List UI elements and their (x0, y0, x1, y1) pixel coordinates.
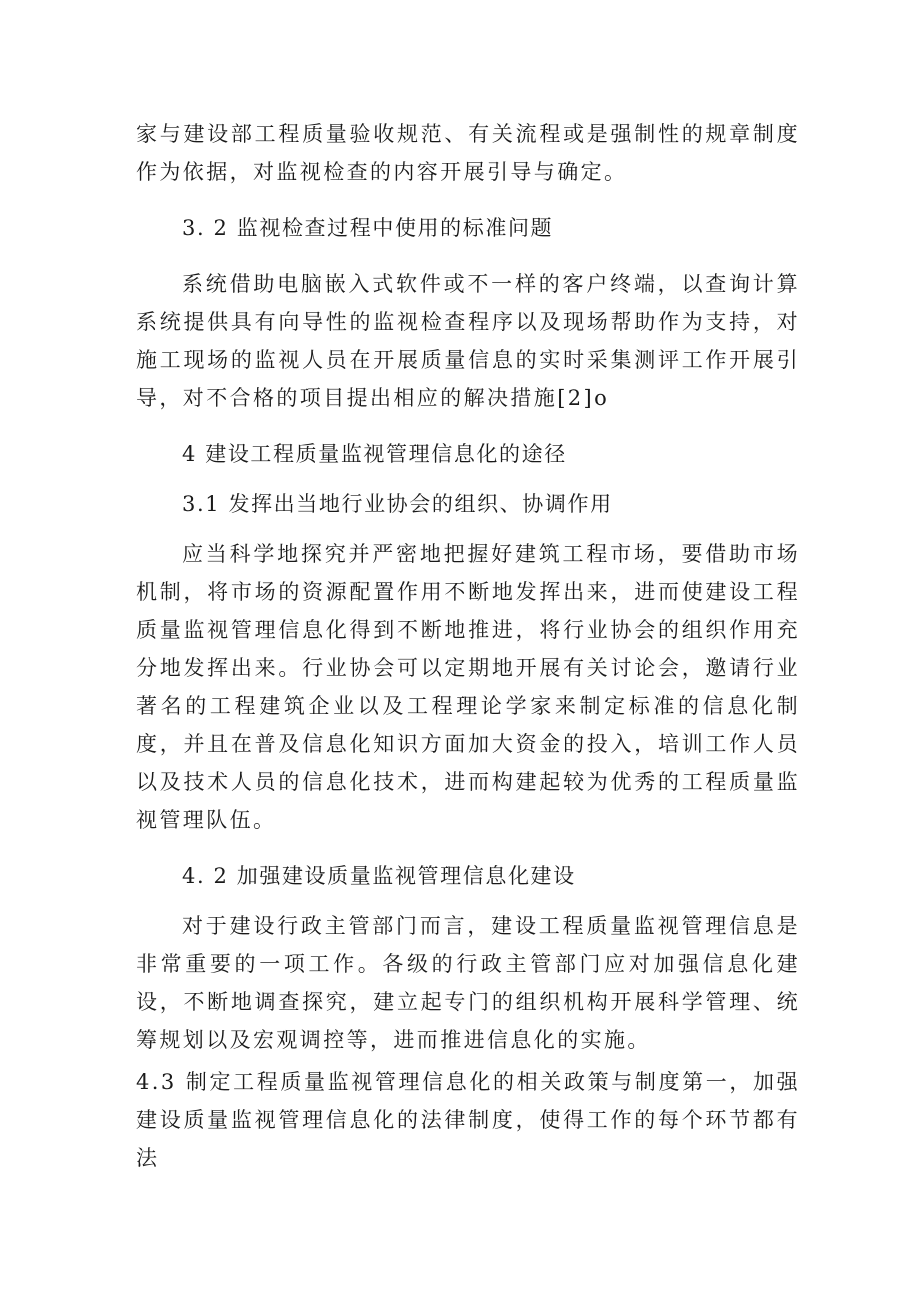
paragraph-policy-4-3: 4.3 制定工程质量监视管理信息化的相关政策与制度第一，加强建设质量监视管理信息化的法律制度，使得工作的每个环节都有法 (136, 1070, 800, 1170)
section-heading-3-2: 3. 2 监视检查过程中使用的标准问题 (182, 216, 554, 240)
paragraph-continued: 家与建设部工程质量验收规范、有关流程或是强制性的规章制度作为依据，对监视检查的内容开展引导与确定。 (136, 122, 800, 184)
paragraph-administrative-departments: 对于建设行政主管部门而言，建设工程质量监视管理信息是非常重要的一项工作。各级的行政主管部门应对加强信息化建设，不断地调查探究，建立起专门的组织机构开展科学管理、统筹规划以及宏观调控等，进而推进信息化的实施。 (136, 914, 800, 1052)
paragraph-system-guidance: 系统借助电脑嵌入式软件或不一样的客户终端，以查询计算系统提供具有向导性的监视检查程序以及现场帮助作为支持，对施工现场的监视人员在开展质量信息的实时采集测评工作开展引导，对不合格的项目提出相应的解决措施[2]o (136, 272, 800, 410)
section-heading-4-2: 4. 2 加强建设质量监视管理信息化建设 (182, 864, 576, 888)
section-heading-3-1: 3.1 发挥出当地行业协会的组织、协调作用 (182, 492, 613, 516)
document-body (136, 115, 800, 1177)
section-heading-4: 4 建设工程质量监视管理信息化的途径 (182, 442, 567, 466)
paragraph-industry-association: 应当科学地探究并严密地把握好建筑工程市场，要借助市场机制，将市场的资源配置作用不断地发挥出来，进而使建设工程质量监视管理信息化得到不断地推进，将行业协会的组织作用充分地发挥出来。行业协会可以定期地开展有关讨论会，邀请行业著名的工程建筑企业以及工程理论学家来制定标准的信息化制度，并且在普及信息化知识方面加大资金的投入，培训工作人员以及技术人员的信息化技术，进而构建起较为优秀的工程质量监视管理队伍。 (136, 542, 800, 832)
